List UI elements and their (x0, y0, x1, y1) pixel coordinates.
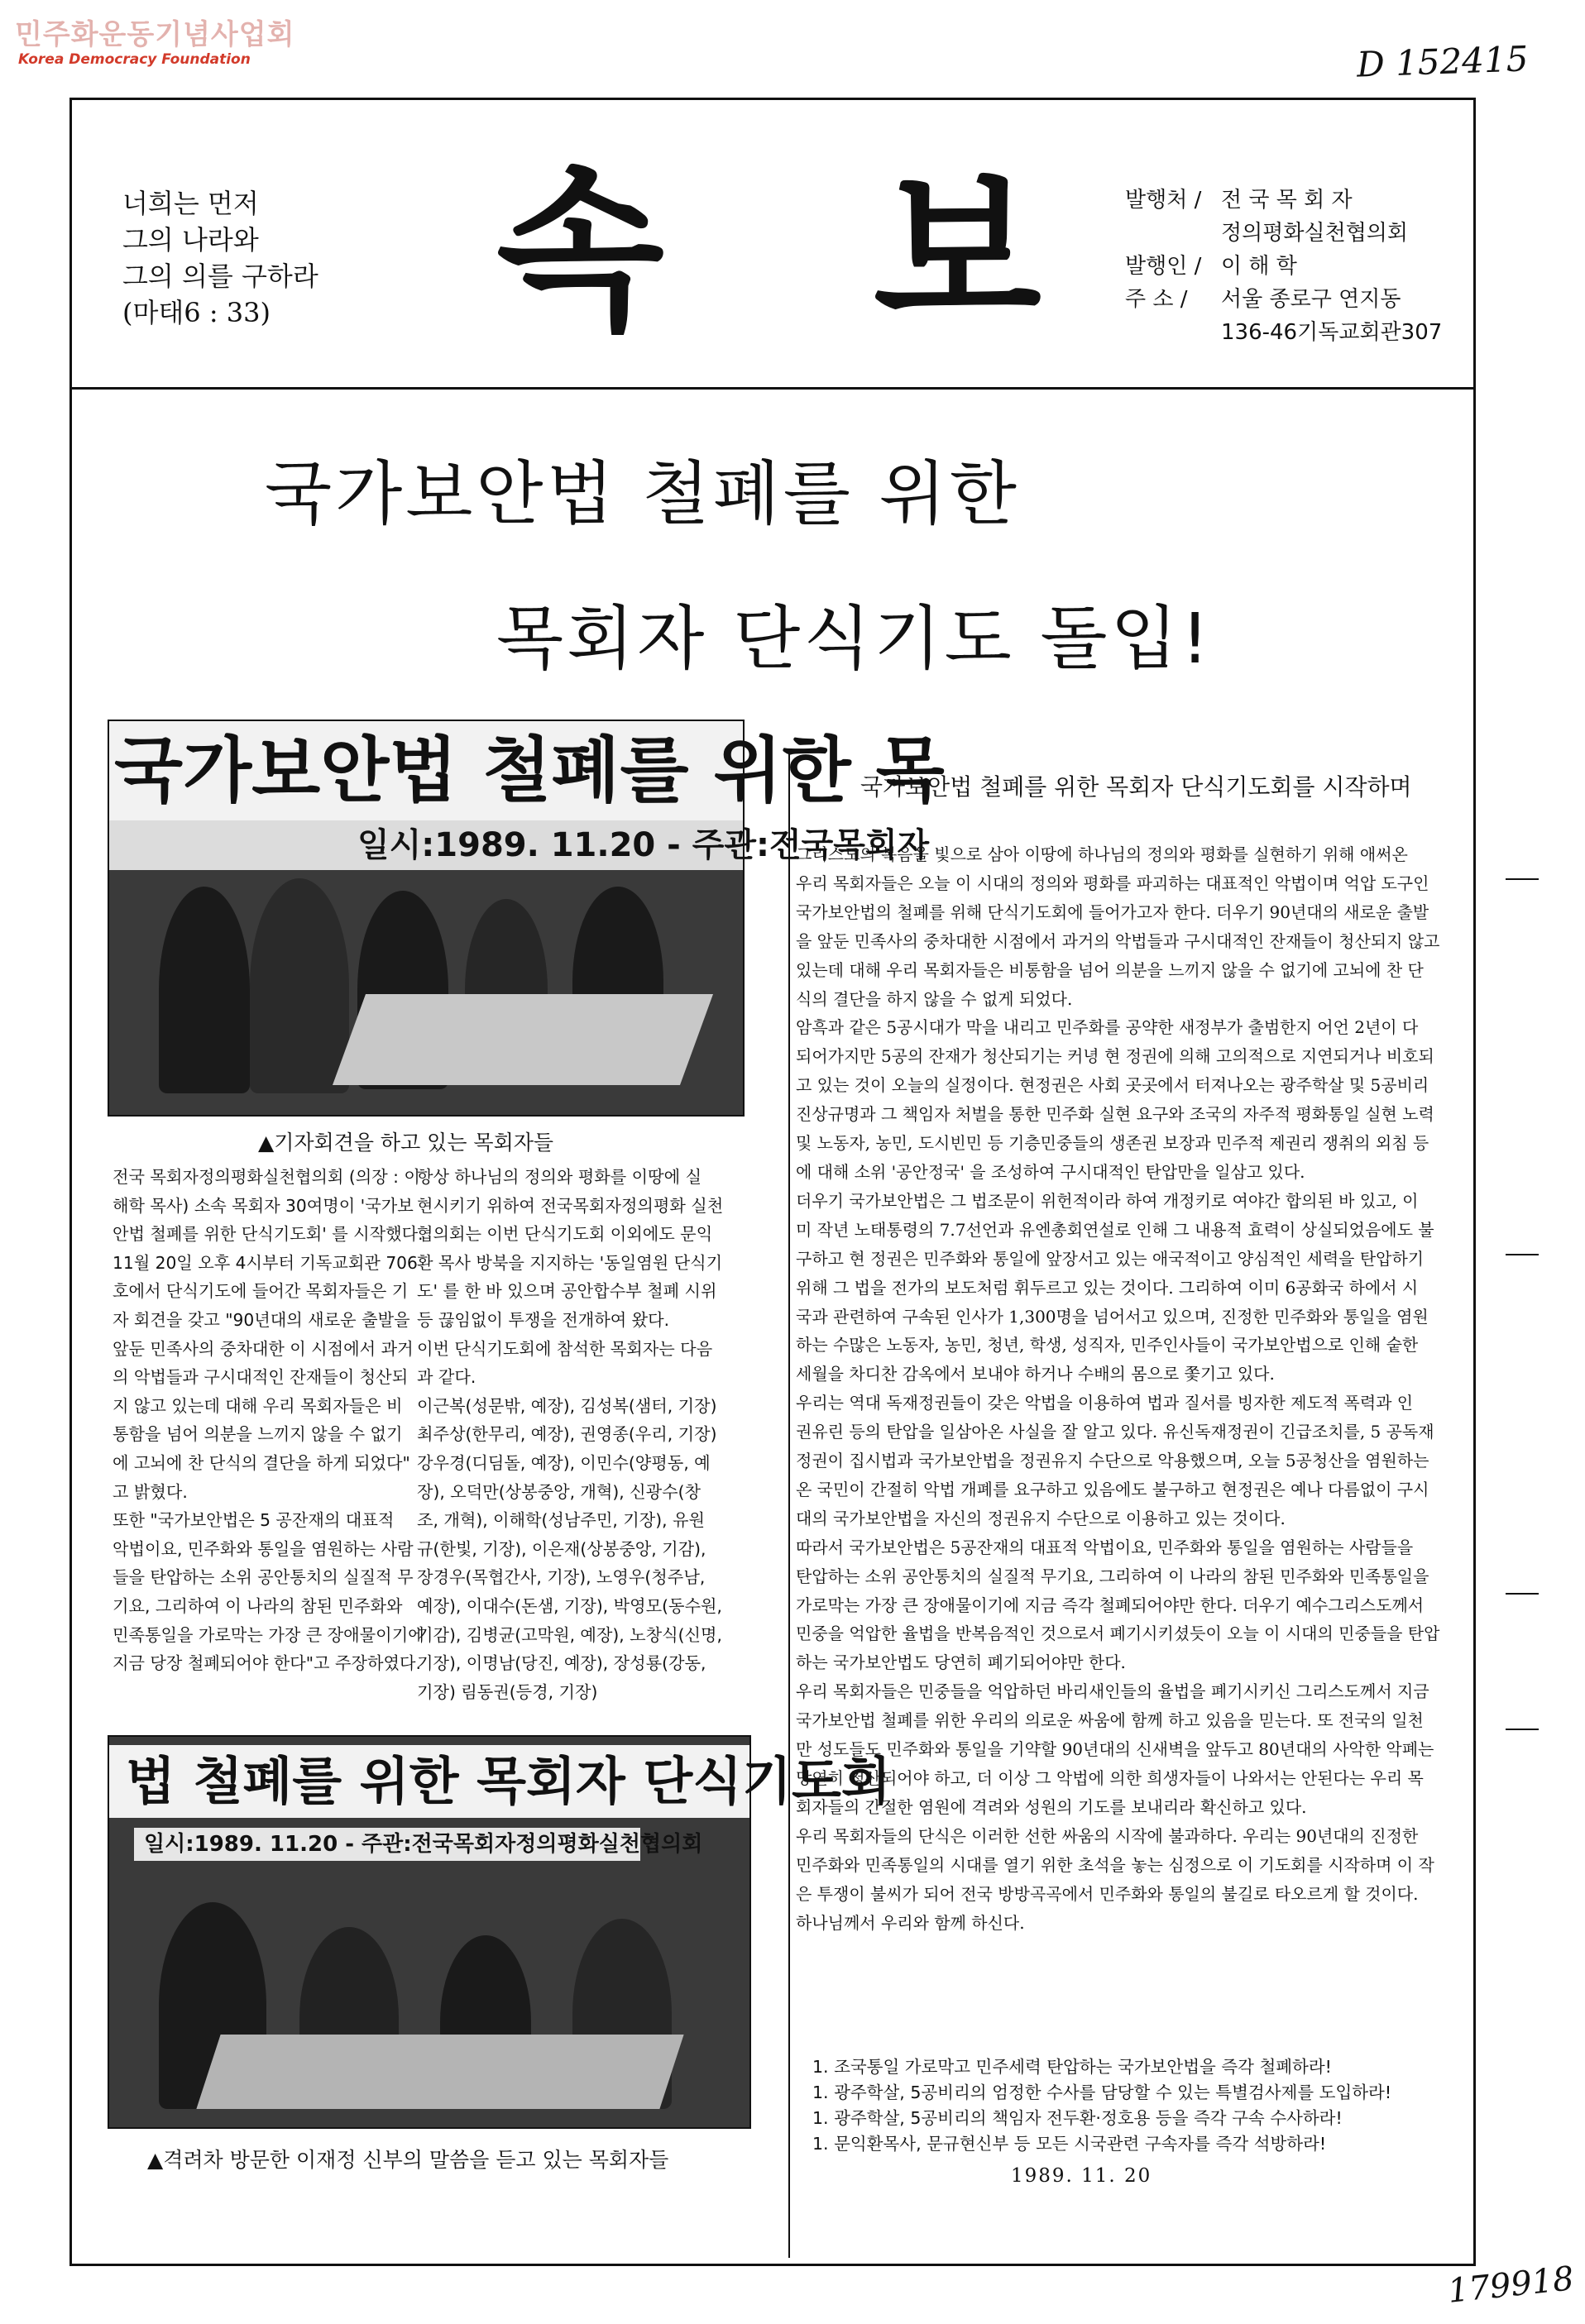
article-line: 안법 철폐를 위한 단식기도회' 를 시작했다. (113, 1224, 424, 1245)
resolution-item: 1. 문익환목사, 문규현신부 등 모든 시국관련 구속자를 즉각 석방하라! (812, 2134, 1327, 2154)
statement-line: 위해 그 법을 전가의 보도처럼 휘두르고 있는 것이다. 그리하여 이미 6공화국 하에서 시 (796, 1277, 1419, 1298)
meeting-table (196, 2035, 683, 2109)
statement-line: 국가보안법 철폐를 위한 우리의 의로운 싸움에 함께 하고 있음을 믿는다. 또 전국의 일천 (796, 1710, 1424, 1731)
foundation-watermark-english: Korea Democracy Foundation (18, 51, 251, 68)
statement-line: 암흑과 같은 5공시대가 막을 내리고 민주화를 공약한 새정부가 출범한지 어언 2년이 다 (796, 1017, 1419, 1038)
article-line: 앞둔 민족사의 중차대한 이 시점에서 과거 (113, 1338, 414, 1359)
column-divider (788, 753, 790, 2258)
statement-line: 정권이 집시법과 국가보안법을 정권유지 수단으로 악용했으며, 오늘 5공청산을 염원하는 (796, 1451, 1429, 1471)
article-line: 과 같다. (417, 1367, 476, 1388)
margin-mark (1506, 1729, 1539, 1730)
statement-line: 온 국민이 간절히 악법 개폐를 요구하고 있음에도 불구하고 현정권은 예나 다름없이 구시 (796, 1479, 1429, 1499)
margin-mark (1506, 1254, 1539, 1255)
article-line: 등 끊임없이 투쟁을 전개하여 왔다. (417, 1309, 670, 1330)
statement-line: 하는 수많은 노동자, 농민, 청년, 학생, 성직자, 민주인사들이 국가보안법으로 인해 숱한 (796, 1335, 1419, 1356)
statement-line: 되어가지만 5공의 잔재가 청산되기는 커녕 현 정권에 의해 고의적으로 지연되거나 비호되 (796, 1046, 1434, 1067)
photo-banner-text: 국가보안법 철폐를 위한 목 (109, 721, 743, 820)
statement-line: 있는데 대해 우리 목회자들은 비통함을 넘어 의분을 느끼지 않을 수 없기에 고뇌에 찬 단 (796, 959, 1424, 980)
statement-line: 미 작년 노태통령의 7.7선언과 유엔총회연설로 인해 그 내용적 효력이 상실되었음에도 불 (796, 1219, 1434, 1240)
verse-line: 너희는 먼저 (122, 188, 259, 219)
margin-mark (1506, 878, 1539, 880)
statement-line: 국가보안법의 철폐를 위해 단식기도회에 들어가고자 한다. 더우기 90년대의 새로운 출발 (796, 901, 1429, 922)
person-figure (250, 878, 349, 1093)
publisher-name: 전 국 목 회 자 (1221, 188, 1353, 213)
participant-list-line: 기감), 김병균(고막원, 예장), 노창식(신명, (417, 1624, 722, 1645)
participant-list-line: 기장) 림동권(등경, 기장) (417, 1681, 598, 1702)
headline-line-2: 목회자 단식기도 돌입! (496, 598, 1213, 679)
address-label: 주 소 / (1125, 287, 1188, 312)
news-article-column-2 (417, 1163, 748, 1706)
statement-line: 국과 관련하여 구속된 인사가 1,300명을 넘어서고 있으며, 진정한 민주화와 통일을 염원 (796, 1306, 1429, 1327)
article-line: 민족통일을 가로막는 가장 큰 장애물이기에 (113, 1624, 424, 1645)
statement-line: 은 투쟁이 불씨가 되어 전국 방방곡곡에서 민주화와 통일의 불길로 타오르게 할 것이다. (796, 1883, 1419, 1904)
article-line: 전국 목회자정의평화실천협의회 (의장 : 이 (113, 1167, 420, 1187)
article-line: 기요, 그리하여 이 나라의 참된 민주화와 (113, 1595, 403, 1616)
statement-line: 민주화와 민족통일의 시대를 열기 위한 초석을 놓는 심정으로 이 기도회를 시작하며 이 작 (796, 1854, 1434, 1875)
statement-line: 우리는 역대 독재정권들이 갖은 악법을 이용하여 법과 질서를 빙자한 제도적 폭력과 인 (796, 1393, 1414, 1413)
verse-line: 그의 나라와 (122, 224, 259, 256)
address-line: 서울 종로구 연지동 (1221, 287, 1401, 312)
article-line: 도' 를 한 바 있으며 공안합수부 철폐 시위 (417, 1281, 717, 1302)
publisher-info (1125, 184, 1442, 349)
article-line: 항상 하나님의 정의와 평화를 이땅에 실 (417, 1167, 702, 1187)
article-line: 해학 목사) 소속 목회자 30여명이 '국가보 (113, 1195, 414, 1216)
photo-caption: ▲격려차 방문한 이재정 신부의 말씀을 듣고 있는 목회자들 (147, 2148, 669, 2172)
article-line: 악법이요, 민주화와 통일을 염원하는 사람 (113, 1538, 414, 1559)
statement-line: 가로막는 가장 큰 장애물이기에 지금 즉각 철폐되어야만 한다. 더우기 예수그리스도께서 (796, 1595, 1425, 1615)
article-line: 자 회견을 갖고 "90년대의 새로운 출발을 (113, 1309, 410, 1330)
participant-list-line: 장), 오덕만(상봉중앙, 개혁), 신광수(창 (417, 1481, 702, 1502)
resolution-list (812, 2054, 1391, 2157)
statement-line: 따라서 국가보안법은 5공잔재의 대표적 악법이요, 민주화와 통일을 염원하는 사람들을 (796, 1537, 1414, 1557)
header-divider (69, 387, 1476, 390)
photo-banner-subtext: 일시:1989. 11.20 - 주관:전국목회자 (109, 820, 743, 870)
article-line: 현시키기 위하여 전국목회자정의평화 실천 (417, 1195, 724, 1216)
article-line: 에 고뇌에 찬 단식의 결단을 하게 되었다" (113, 1452, 410, 1473)
statement-line: 및 노동자, 농민, 도시빈민 등 기층민중들의 생존권 보장과 민주적 제권리 쟁취의 외침 등 (796, 1133, 1429, 1154)
participant-list-line: 장경우(목협간사, 기장), 노영우(청주남, (417, 1567, 706, 1588)
participant-list-line: 이근복(성문밖, 예장), 김성복(샘터, 기장) (417, 1395, 717, 1416)
statement-line: 에 대해 소위 '공안정국' 을 조성하여 구시대적인 탄압만을 일삼고 있다. (796, 1161, 1305, 1182)
statement-line: 회자들의 간절한 염원에 격려와 성원의 기도를 보내리라 확신하고 있다. (796, 1796, 1307, 1817)
participant-list-line: 강우경(디딤돌, 예장), 이민수(양평동, 예 (417, 1452, 711, 1473)
article-line: 의 악법들과 구시대적인 잔재들이 청산되 (113, 1367, 409, 1388)
statement-line: 식의 결단을 하지 않을 수 없게 되었다. (796, 988, 1073, 1009)
publisher-label: 발행처 / (1125, 188, 1202, 213)
person-figure (159, 887, 250, 1093)
news-article-column-1 (113, 1163, 424, 1678)
statement-line: 진상규명과 그 책임자 처벌을 통한 민주화 실현 요구와 조국의 자주적 평화통일 실현 노력 (796, 1104, 1434, 1125)
statement-line: 세월을 차디찬 감옥에서 보내야 하거나 수배의 몸으로 쫓기고 있다. (796, 1364, 1275, 1384)
photo-banner-text: 법 철폐를 위한 목회자 단식기도회 (109, 1745, 749, 1818)
participant-list-line: 조, 개혁), 이해학(성남주민, 기장), 유원 (417, 1510, 705, 1531)
participant-list-line: 최주상(한무리, 예장), 권영종(우리, 기장) (417, 1424, 717, 1445)
article-line: 호에서 단식기도에 들어간 목회자들은 기 (113, 1281, 409, 1302)
article-line: 고 밝혔다. (113, 1481, 188, 1502)
participant-list-line: 기장), 이명남(당진, 예장), 장성룡(강동, (417, 1653, 706, 1674)
issuer-name: 이 해 학 (1221, 254, 1297, 279)
article-line: 환 목사 방북을 지지하는 '동일염원 단식기 (417, 1252, 723, 1273)
prayer-meeting-photo (108, 1735, 891, 2129)
photo-banner-subtext: 일시:1989. 11.20 - 주관:전국목회자정의평화실천협의회 (134, 1828, 640, 1861)
photo-caption: ▲기자회견을 하고 있는 목회자들 (258, 1131, 554, 1155)
handwritten-archive-number: D 152415 (1356, 38, 1530, 85)
publisher-name-2: 정의평화실천협의회 (1221, 221, 1409, 246)
statement-line: 대의 국가보안법을 자신의 정권유지 수단으로 이용하고 있는 것이다. (796, 1508, 1286, 1528)
statement-line: 하나님께서 우리와 함께 하신다. (796, 1912, 1025, 1933)
statement-line: 그리스도의 복음을 빛으로 삼아 이땅에 하나님의 정의와 평화를 실현하기 위해 애써온 (796, 844, 1408, 864)
statement-date: 1989. 11. 20 (1011, 2165, 1152, 2187)
article-line: 들을 탄압하는 소위 공안통치의 실질적 무 (113, 1567, 414, 1588)
statement-line: 하는 국가보안법도 당연히 폐기되어야만 한다. (796, 1652, 1126, 1673)
statement-line: 권유린 등의 탄압을 일삼아온 사실을 잘 알고 있다. 유신독재정권이 긴급조치를, 5 공독재 (796, 1422, 1434, 1442)
participant-list-line: 예장), 이대수(돈샘, 기장), 박영모(동수원, (417, 1595, 722, 1616)
issuer-label: 발행인 / (1125, 254, 1202, 279)
verse-reference: (마태6 : 33) (122, 297, 271, 328)
statement-line: 우리 목회자들의 단식은 이러한 선한 싸움의 시작에 불과하다. 우리는 90년대의 진정한 (796, 1825, 1419, 1846)
statement-title: 국가보안법 철폐를 위한 목회자 단식기도회를 시작하며 (860, 773, 1412, 801)
statement-line: 우리 목회자들은 민중들을 억압하던 바리새인들의 율법을 폐기시키신 그리스도께서 지금 (796, 1681, 1429, 1702)
statement-line: 구하고 현 정권은 민주화와 통일에 앞장서고 있는 애국적이고 양심적인 세력을 탄압하기 (796, 1248, 1425, 1269)
statement-line: 고 있는 것이 오늘의 실정이다. 현정권은 사회 곳곳에서 터져나오는 광주학살 및 5공비리 (796, 1075, 1429, 1096)
statement-line: 더우기 국가보안법은 그 법조문이 위헌적이라 하여 개정키로 여야간 합의된 바 있고, 이 (796, 1190, 1419, 1211)
article-line: 협의회는 이번 단식기도회 이외에도 문익 (417, 1224, 713, 1245)
verse-line: 그의 의를 구하라 (122, 261, 318, 292)
press-table (333, 994, 713, 1085)
participant-list-line: 규(한빛, 기장), 이은재(상봉중앙, 기감), (417, 1538, 706, 1559)
statement-line: 만 성도들도 민주화와 통일을 기약할 90년대의 신새벽을 앞두고 80년대의 사악한 악폐는 (796, 1739, 1434, 1760)
margin-mark (1506, 1593, 1539, 1595)
statement-line: 민중을 억압한 율법을 반복음적인 것으로서 폐기시키셨듯이 오늘 이 시대의 민중들을 탄압 (796, 1623, 1440, 1644)
article-line: 통함을 넘어 의분을 느끼지 않을 수 없기 (113, 1424, 403, 1445)
statement-body (796, 840, 1458, 1937)
masthead-title: 속 보 (496, 151, 1116, 353)
article-line: 11월 20일 오후 4시부터 기독교회관 706 (113, 1252, 418, 1273)
foundation-watermark-korean: 민주화운동기념사업회 (15, 18, 295, 51)
address-line-2: 136-46기독교회관307 (1221, 320, 1443, 345)
statement-line: 을 앞둔 민족사의 중차대한 시점에서 과거의 악법들과 구시대적인 잔재들이 청산되지 않고 (796, 930, 1440, 951)
statement-line: 우리 목회자들은 오늘 이 시대의 정의와 평화를 파괴하는 대표적인 악법이며 억압 도구인 (796, 873, 1429, 893)
article-line: 이번 단식기도회에 참석한 목회자는 다음 (417, 1338, 713, 1359)
resolution-item: 1. 광주학살, 5공비리의 책임자 전두환·정호용 등을 즉각 구속 수사하라! (812, 2108, 1343, 2128)
article-line: 또한 "국가보안법은 5 공잔재의 대표적 (113, 1510, 395, 1531)
article-line: 지금 당장 철폐되어야 한다"고 주장하였다. (113, 1653, 421, 1674)
headline-line-1: 국가보안법 철폐를 위한 (265, 453, 1020, 534)
statement-line: 당연히 청산되어야 하고, 더 이상 그 악법에 의한 희생자들이 나와서는 안된다는 우리 목 (796, 1768, 1424, 1788)
handwritten-page-number: 179918 (1446, 2259, 1576, 2311)
bible-verse (122, 185, 318, 331)
resolution-item: 1. 조국통일 가로막고 민주세력 탄압하는 국가보안법을 즉각 철폐하라! (812, 2057, 1332, 2077)
resolution-item: 1. 광주학살, 5공비리의 엄정한 수사를 담당할 수 있는 특별검사제를 도입하라! (812, 2083, 1392, 2102)
article-line: 지 않고 있는데 대해 우리 목회자들은 비 (113, 1395, 403, 1416)
statement-line: 탄압하는 소위 공안통치의 실질적 무기요, 그리하여 이 나라의 참된 민주화와 민족통일을 (796, 1566, 1429, 1586)
